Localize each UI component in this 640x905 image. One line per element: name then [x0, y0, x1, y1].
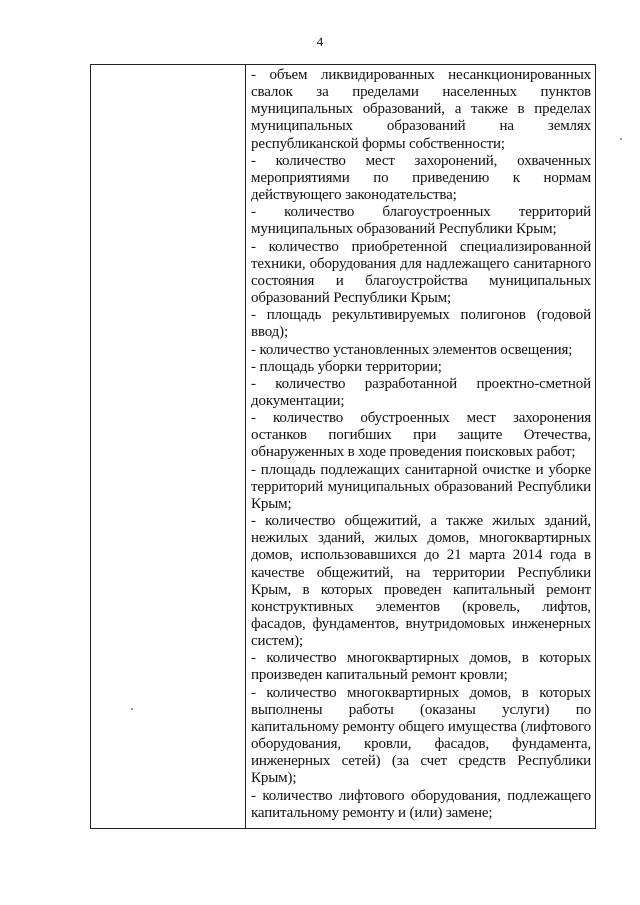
list-item: - площадь подлежащих санитарной очистке и уборке территорий муниципальных образований Республики Крым; [251, 461, 591, 512]
table-left-column [91, 65, 246, 828]
list-item: - количество многоквартирных домов, в которых произведен капитальный ремонт кровли; [251, 650, 591, 684]
list-item: - площадь уборки территории; [251, 358, 442, 375]
list-item: - количество лифтового оборудования, подлежащего капитальному ремонту и (или) замене; [251, 787, 591, 821]
table-right-column [246, 65, 595, 828]
list-item: - площадь рекультивируемых полигонов (годовой ввод); [251, 307, 591, 341]
list-item: - количество мест захоронений, охваченных мероприятиями по приведению к нормам действующего законодательства; [251, 152, 591, 204]
list-item: - количество разработанной проектно-сметной документации; [251, 375, 591, 409]
scan-speck [620, 138, 622, 140]
list-item: - количество общежитий, а также жилых зданий, нежилых зданий, жилых домов, многоквартирных домов, использовавшихся до 21 марта 2014 года в качестве общежитий, на территории Республики Крым, в которых проведен капитальный ремонт конструктивных элементов (кровель, лифтов, фасадов, фундаментов, внутридомовых инженерных систем); [251, 513, 591, 650]
list-item: - количество благоустроенных территорий муниципальных образований Республики Крым; [251, 204, 591, 238]
list-item: - количество многоквартирных домов, в которых выполнены работы (оказаны услуги) по капитальному ремонту общего имущества (лифтового оборудования, кровли, фасадов, фундамента, инженерных сетей) (за счет средств Республики Крым); [251, 684, 591, 787]
page-number: 4 [316, 34, 324, 49]
list-item: - количество установленных элементов освещения; [251, 341, 573, 358]
list-item: - объем ликвидированных несанкционированных свалок за пределами населенных пунктов муниципальных образований, а также в пределах муниципальных образований на землях республиканской формы собственности; [251, 67, 591, 152]
list-item: - количество приобретенной специализированной техники, оборудования для надлежащего санитарного состояния и благоустройства муниципальных образований Республики Крым; [251, 238, 591, 307]
indicator-table [90, 64, 596, 829]
list-item: - количество обустроенных мест захоронения останков погибших при защите Отечества, обнаруженных в ходе проведения поисковых работ; [251, 410, 591, 461]
scan-speck [131, 708, 133, 710]
